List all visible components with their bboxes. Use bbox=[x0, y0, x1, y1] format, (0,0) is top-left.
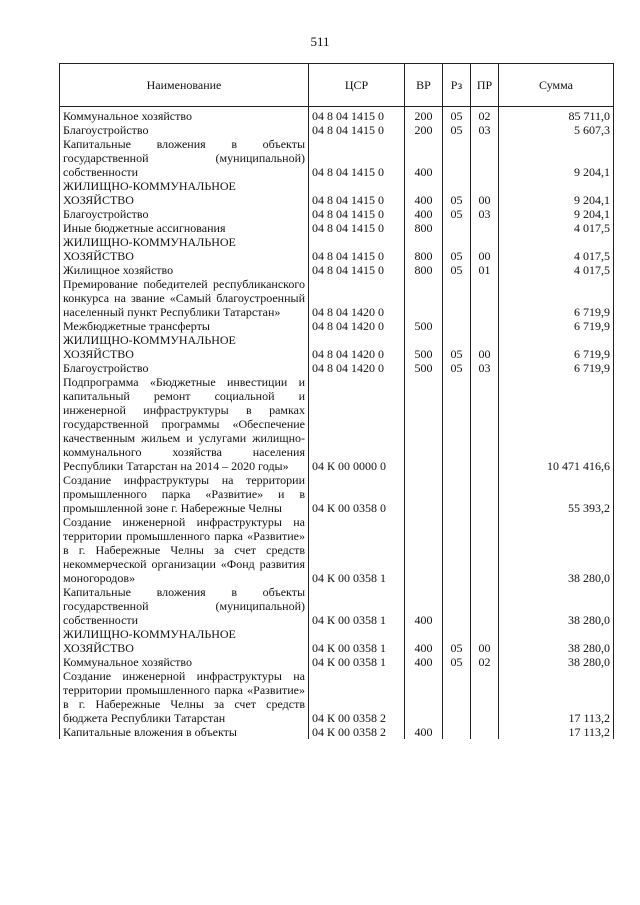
cell-name: ЖИЛИЩНО-КОММУНАЛЬНОЕ ХОЗЯЙСТВО bbox=[60, 179, 309, 207]
budget-table bbox=[59, 63, 614, 739]
cell-name: ЖИЛИЩНО-КОММУНАЛЬНОЕ ХОЗЯЙСТВО bbox=[60, 333, 309, 361]
cell-vr: 500 bbox=[405, 361, 443, 375]
table-row bbox=[60, 375, 614, 473]
table-row bbox=[60, 123, 614, 137]
cell-rz bbox=[443, 725, 471, 739]
cell-vr: 500 bbox=[405, 333, 443, 361]
table-row bbox=[60, 221, 614, 235]
cell-rz bbox=[443, 669, 471, 725]
cell-vr: 800 bbox=[405, 263, 443, 277]
cell-rz: 05 bbox=[443, 179, 471, 207]
table-header-row bbox=[60, 64, 614, 107]
cell-csr: 04 8 04 1420 0 bbox=[309, 277, 405, 319]
cell-csr: 04 К 00 0358 0 bbox=[309, 473, 405, 515]
cell-name: Благоустройство bbox=[60, 207, 309, 221]
cell-pr: 03 bbox=[471, 361, 499, 375]
cell-name: ЖИЛИЩНО-КОММУНАЛЬНОЕ ХОЗЯЙСТВО bbox=[60, 627, 309, 655]
cell-sum: 38 280,0 bbox=[499, 627, 614, 655]
cell-pr bbox=[471, 319, 499, 333]
cell-sum: 6 719,9 bbox=[499, 319, 614, 333]
table-row bbox=[60, 655, 614, 669]
cell-vr: 200 bbox=[405, 107, 443, 124]
cell-rz bbox=[443, 515, 471, 585]
cell-rz: 05 bbox=[443, 655, 471, 669]
cell-pr: 03 bbox=[471, 207, 499, 221]
cell-csr: 04 8 04 1415 0 bbox=[309, 179, 405, 207]
cell-vr: 400 bbox=[405, 179, 443, 207]
cell-vr: 800 bbox=[405, 235, 443, 263]
table-row bbox=[60, 333, 614, 361]
cell-pr bbox=[471, 515, 499, 585]
cell-vr bbox=[405, 277, 443, 319]
header-pr: ПР bbox=[471, 64, 499, 107]
cell-name: Создание инженерной инфраструктуры на территории промышленного парка «Развитие» в г. Набережные Челны за счет средств некоммерческой организации «Фонд развития моногородов» bbox=[60, 515, 309, 585]
cell-vr: 800 bbox=[405, 221, 443, 235]
cell-pr bbox=[471, 221, 499, 235]
cell-sum: 4 017,5 bbox=[499, 221, 614, 235]
cell-rz bbox=[443, 473, 471, 515]
cell-csr: 04 К 00 0358 1 bbox=[309, 515, 405, 585]
header-vr: ВР bbox=[405, 64, 443, 107]
table-row bbox=[60, 207, 614, 221]
header-name: Наименование bbox=[60, 64, 309, 107]
cell-csr: 04 8 04 1415 0 bbox=[309, 123, 405, 137]
cell-csr: 04 8 04 1415 0 bbox=[309, 221, 405, 235]
cell-csr: 04 К 00 0000 0 bbox=[309, 375, 405, 473]
cell-pr bbox=[471, 277, 499, 319]
header-csr: ЦСР bbox=[309, 64, 405, 107]
cell-rz bbox=[443, 221, 471, 235]
cell-csr: 04 8 04 1415 0 bbox=[309, 235, 405, 263]
cell-vr: 400 bbox=[405, 585, 443, 627]
table-row bbox=[60, 725, 614, 739]
cell-name: Благоустройство bbox=[60, 361, 309, 375]
table-row bbox=[60, 263, 614, 277]
cell-rz bbox=[443, 137, 471, 179]
cell-name: Капитальные вложения в объекты государственной (муниципальной) собственности bbox=[60, 137, 309, 179]
cell-rz: 05 bbox=[443, 123, 471, 137]
cell-sum: 17 113,2 bbox=[499, 669, 614, 725]
table-row bbox=[60, 585, 614, 627]
cell-csr: 04 8 04 1420 0 bbox=[309, 319, 405, 333]
table-row bbox=[60, 669, 614, 725]
cell-pr: 02 bbox=[471, 107, 499, 124]
page-number: 511 bbox=[310, 34, 330, 49]
table-row bbox=[60, 179, 614, 207]
cell-sum: 4 017,5 bbox=[499, 235, 614, 263]
cell-name: Создание инженерной инфраструктуры на территории промышленного парка «Развитие» в г. Набережные Челны за счет средств бюджета Республики Татарстан bbox=[60, 669, 309, 725]
table-row bbox=[60, 107, 614, 124]
cell-csr: 04 8 04 1415 0 bbox=[309, 263, 405, 277]
cell-vr bbox=[405, 473, 443, 515]
cell-rz bbox=[443, 319, 471, 333]
cell-rz: 05 bbox=[443, 333, 471, 361]
table-row bbox=[60, 319, 614, 333]
cell-csr: 04 8 04 1415 0 bbox=[309, 107, 405, 124]
cell-pr: 03 bbox=[471, 123, 499, 137]
cell-rz: 05 bbox=[443, 361, 471, 375]
cell-name: Коммунальное хозяйство bbox=[60, 655, 309, 669]
cell-vr bbox=[405, 669, 443, 725]
table-row bbox=[60, 473, 614, 515]
cell-sum: 6 719,9 bbox=[499, 333, 614, 361]
cell-rz: 05 bbox=[443, 263, 471, 277]
cell-sum: 55 393,2 bbox=[499, 473, 614, 515]
cell-vr bbox=[405, 515, 443, 585]
cell-rz: 05 bbox=[443, 235, 471, 263]
cell-sum: 38 280,0 bbox=[499, 655, 614, 669]
cell-sum: 5 607,3 bbox=[499, 123, 614, 137]
cell-sum: 9 204,1 bbox=[499, 207, 614, 221]
cell-rz: 05 bbox=[443, 207, 471, 221]
cell-pr bbox=[471, 669, 499, 725]
cell-name: Премирование победителей республиканского конкурса на звание «Самый благоустроенный населенный пункт Республики Татарстан» bbox=[60, 277, 309, 319]
table-row bbox=[60, 277, 614, 319]
cell-vr: 400 bbox=[405, 725, 443, 739]
cell-pr: 00 bbox=[471, 333, 499, 361]
cell-csr: 04 К 00 0358 2 bbox=[309, 725, 405, 739]
cell-rz: 05 bbox=[443, 627, 471, 655]
cell-csr: 04 К 00 0358 2 bbox=[309, 669, 405, 725]
cell-sum: 10 471 416,6 bbox=[499, 375, 614, 473]
cell-name: Благоустройство bbox=[60, 123, 309, 137]
table-row bbox=[60, 627, 614, 655]
cell-name: Межбюджетные трансферты bbox=[60, 319, 309, 333]
cell-pr bbox=[471, 375, 499, 473]
cell-sum: 85 711,0 bbox=[499, 107, 614, 124]
cell-name: Коммунальное хозяйство bbox=[60, 107, 309, 124]
cell-sum: 9 204,1 bbox=[499, 137, 614, 179]
cell-vr: 400 bbox=[405, 627, 443, 655]
cell-rz: 05 bbox=[443, 107, 471, 124]
cell-name: Жилищное хозяйство bbox=[60, 263, 309, 277]
cell-pr: 01 bbox=[471, 263, 499, 277]
table-body bbox=[60, 107, 614, 740]
cell-sum: 38 280,0 bbox=[499, 515, 614, 585]
cell-name: Капитальные вложения в объекты bbox=[60, 725, 309, 739]
cell-sum: 6 719,9 bbox=[499, 277, 614, 319]
cell-name: Создание инфраструктуры на территории промышленного парка «Развитие» и в промышленной зоне г. Набережные Челны bbox=[60, 473, 309, 515]
cell-pr bbox=[471, 137, 499, 179]
cell-pr: 00 bbox=[471, 235, 499, 263]
cell-vr: 200 bbox=[405, 123, 443, 137]
table-row bbox=[60, 235, 614, 263]
cell-pr: 02 bbox=[471, 655, 499, 669]
cell-vr: 500 bbox=[405, 319, 443, 333]
cell-sum: 17 113,2 bbox=[499, 725, 614, 739]
cell-pr: 00 bbox=[471, 627, 499, 655]
cell-rz bbox=[443, 375, 471, 473]
cell-rz bbox=[443, 585, 471, 627]
cell-csr: 04 8 04 1415 0 bbox=[309, 137, 405, 179]
cell-csr: 04 К 00 0358 1 bbox=[309, 585, 405, 627]
cell-name: Подпрограмма «Бюджетные инвестиции и капитальный ремонт социальной и инженерной инфраструктуры в рамках государственной программы «Обеспечение качественным жильем и услугами жилищно-коммунального хозяйства населения Республики Татарстан на 2014 – 2020 годы» bbox=[60, 375, 309, 473]
cell-vr: 400 bbox=[405, 137, 443, 179]
cell-csr: 04 8 04 1420 0 bbox=[309, 361, 405, 375]
table-row bbox=[60, 515, 614, 585]
cell-csr: 04 К 00 0358 1 bbox=[309, 627, 405, 655]
cell-csr: 04 8 04 1415 0 bbox=[309, 207, 405, 221]
header-sum: Сумма bbox=[499, 64, 614, 107]
cell-vr: 400 bbox=[405, 207, 443, 221]
cell-name: Капитальные вложения в объекты государственной (муниципальной) собственности bbox=[60, 585, 309, 627]
cell-pr: 00 bbox=[471, 179, 499, 207]
cell-csr: 04 8 04 1420 0 bbox=[309, 333, 405, 361]
cell-name: ЖИЛИЩНО-КОММУНАЛЬНОЕ ХОЗЯЙСТВО bbox=[60, 235, 309, 263]
cell-sum: 4 017,5 bbox=[499, 263, 614, 277]
table-row bbox=[60, 361, 614, 375]
cell-pr bbox=[471, 473, 499, 515]
table-row bbox=[60, 137, 614, 179]
cell-vr: 400 bbox=[405, 655, 443, 669]
header-rz: Рз bbox=[443, 64, 471, 107]
cell-pr bbox=[471, 725, 499, 739]
cell-sum: 38 280,0 bbox=[499, 585, 614, 627]
cell-sum: 9 204,1 bbox=[499, 179, 614, 207]
cell-vr bbox=[405, 375, 443, 473]
cell-sum: 6 719,9 bbox=[499, 361, 614, 375]
cell-csr: 04 К 00 0358 1 bbox=[309, 655, 405, 669]
cell-pr bbox=[471, 585, 499, 627]
cell-rz bbox=[443, 277, 471, 319]
cell-name: Иные бюджетные ассигнования bbox=[60, 221, 309, 235]
